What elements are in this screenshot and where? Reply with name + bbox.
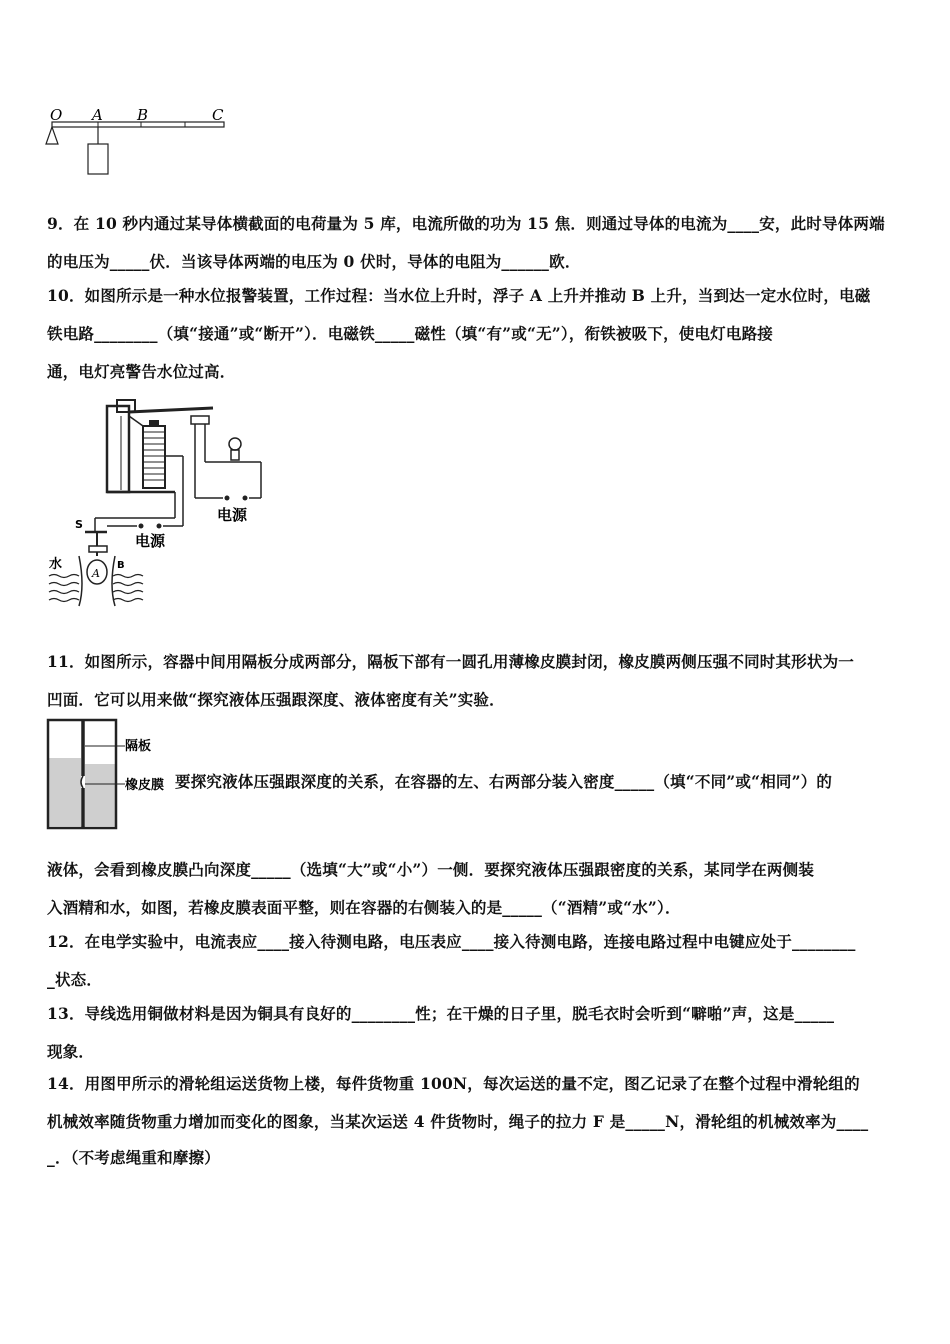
q9-line1: 9．在 10 秒内通过某导体横截面的电荷量为 5 库，电流所做的功为 15 焦．则通过导体的电流为____安，此时导体两端 <box>47 214 885 233</box>
power-label-upper: 电源 <box>217 506 248 524</box>
q10-line3: 通，电灯亮警告水位过高． <box>47 362 236 381</box>
q12-line1: 12．在电学实验中，电流表应____接入待测电路，电压表应____接入待测电路，连接电路过程中电键应处于________ <box>47 932 856 951</box>
electromagnet-coil <box>143 420 165 488</box>
q11-line2: 凹面．它可以用来做“探究液体压强跟深度、液体密度有关”实验． <box>47 690 505 709</box>
q13-line1: 13．导线选用铜做材料是因为铜具有良好的________性；在干燥的日子里，脱毛衣时会听到“噼啪”声，这是_____ <box>47 1004 835 1023</box>
container-liquid-right <box>85 764 115 826</box>
q11-line3: 要探究液体压强跟深度的关系，在容器的左、右两部分装入密度_____（填“不同”或“相同”）的 <box>175 772 833 791</box>
q9-line2: 的电压为_____伏．当该导体两端的电压为 0 伏时，导体的电阻为______欧． <box>47 252 581 271</box>
partition-label: 隔板 <box>125 739 152 754</box>
lamp-icon <box>229 438 241 460</box>
lever-figure <box>40 100 240 180</box>
fulcrum-triangle <box>46 127 58 144</box>
alarm-figure <box>45 396 275 608</box>
switch-label-s: S <box>75 518 83 531</box>
float-label-a: A <box>92 567 100 580</box>
q10-line1: 10．如图所示是一种水位报警装置，工作过程：当水位上升时，浮子 A 上升并推动 B 上升，当到达一定水位时，电磁 <box>47 286 871 305</box>
q10-line2: 铁电路________（填“接通”或“断开”）．电磁铁_____磁性（填“有”或“无”），衔铁被吸下，使电灯电路接 <box>47 324 773 343</box>
water-label: 水 <box>49 557 63 572</box>
rod-label-b: B <box>117 560 125 571</box>
lever-label-c: C <box>212 106 224 124</box>
lever-label-o: O <box>50 106 63 124</box>
q11-line1: 11．如图所示，容器中间用隔板分成两部分，隔板下部有一圆孔用薄橡皮膜封闭，橡皮膜两侧压强不同时其形状为一 <box>47 652 854 671</box>
q13-line2: 现象． <box>47 1042 95 1061</box>
q14-line1: 14．用图甲所示的滑轮组运送货物上楼，每件货物重 100N，每次运送的量不定，图乙记录了在整个过程中滑轮组的 <box>47 1074 860 1093</box>
q11-line4: 液体，会看到橡皮膜凸向深度_____（选填“大”或“小”）一侧．要探究液体压强跟密度的关系，某同学在两侧装 <box>47 860 815 879</box>
float-a <box>87 560 107 584</box>
container-figure <box>45 716 175 834</box>
weight-block <box>88 144 108 174</box>
lever-label-b: B <box>137 106 149 124</box>
membrane-label: 橡皮膜 <box>125 778 165 793</box>
q14-line2: 机械效率随货物重力增加而变化的图象，当某次运送 4 件货物时，绳子的拉力 F 是_____N，滑轮组的机械效率为____ <box>47 1112 869 1131</box>
rubber-membrane <box>81 776 83 788</box>
container-liquid-left <box>49 758 81 826</box>
q11-line5: 入酒精和水，如图，若橡皮膜表面平整，则在容器的右侧装入的是_____（“酒精”或“水”）． <box>47 898 681 917</box>
armature <box>129 408 213 412</box>
power-label-lower: 电源 <box>135 532 166 550</box>
lever-label-a: A <box>92 106 103 124</box>
q12-line2: _状态． <box>47 970 103 989</box>
q14-line3: _．（不考虑绳重和摩擦） <box>47 1148 220 1167</box>
